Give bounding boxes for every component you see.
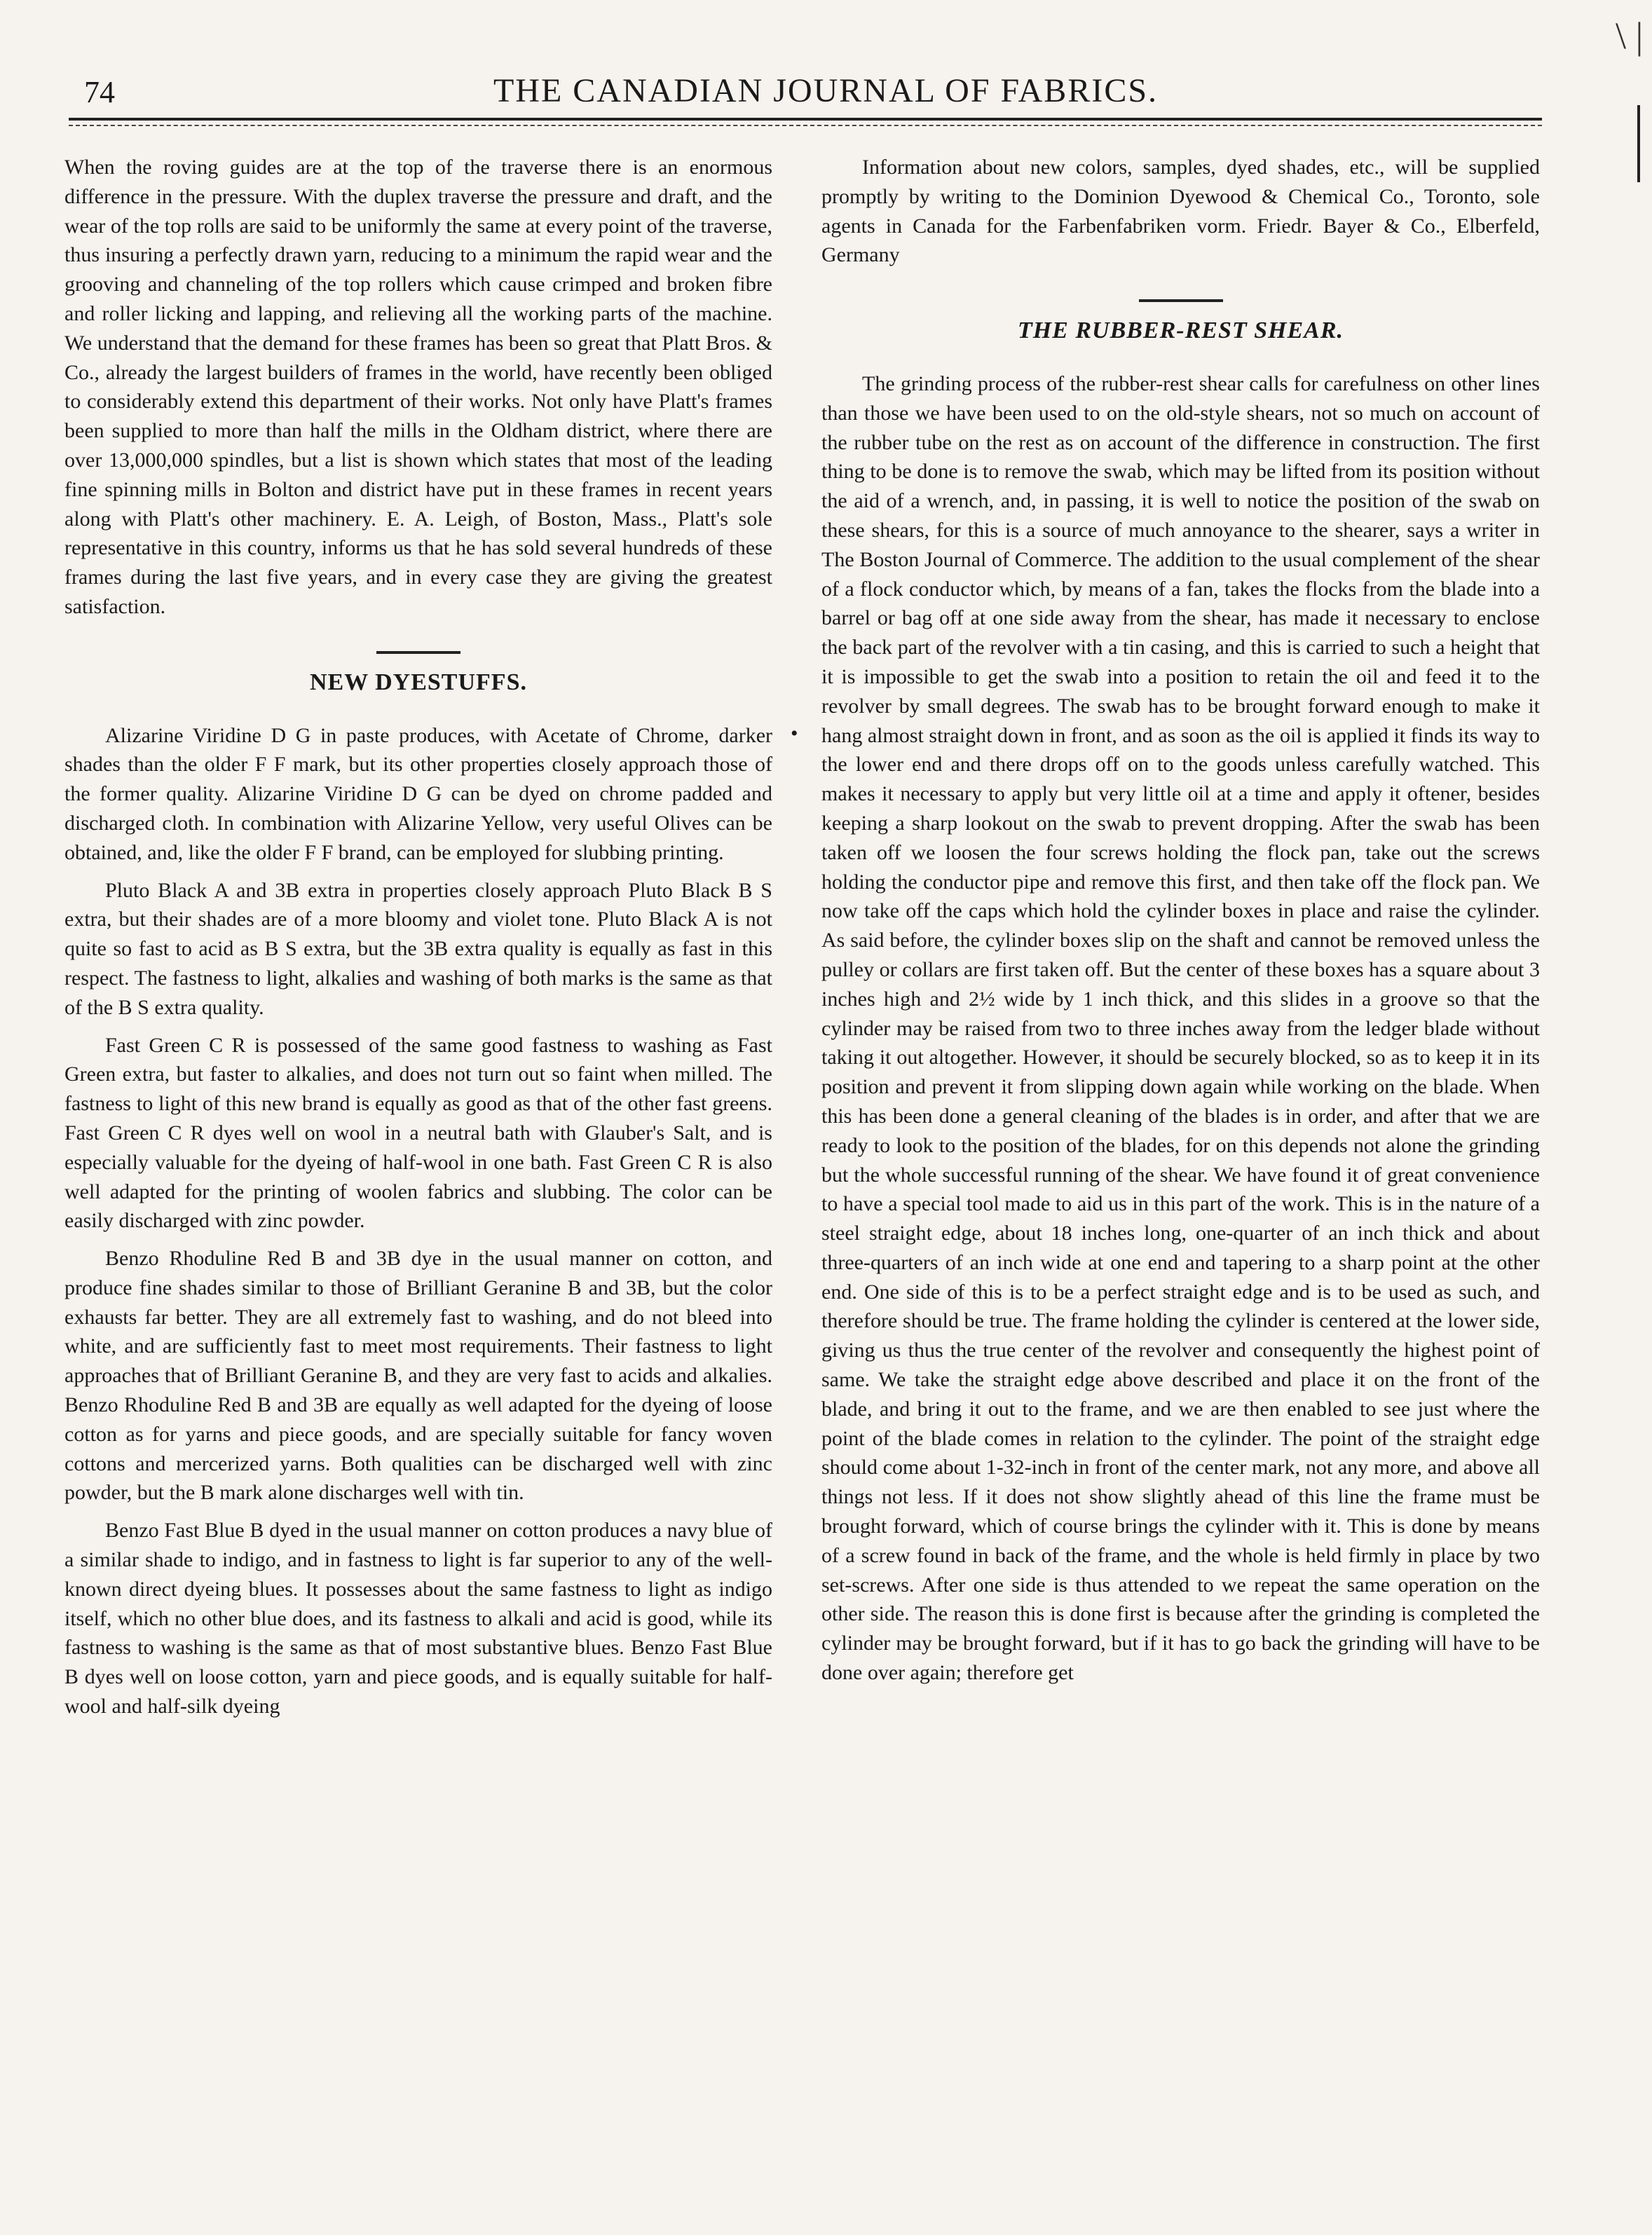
article-paragraph: Alizarine Viridine D G in paste produces, with Acetate of Chrome, darker shades than the older F F mark, but its other properties closely approach those of the former quality. Alizarine Viridine D G can be dyed on chrome padded and discharged cloth. In combination with Alizarine Yellow, very useful Olives can be obtained, and, like the older F F brand, can be employed for slubbing printing. bbox=[64, 723, 772, 864]
page-number: 74 bbox=[84, 75, 115, 109]
section-title: NEW DYESTUFFS. bbox=[310, 669, 527, 695]
article-paragraph: Fast Green C R is possessed of the same good fastness to washing as Fast Green extra, but faster to alkalies, and does not turn out so faint when milled. The fastness to light of this new brand is equally as good as that of the other fast greens. Fast Green C R dyes well on wool in a neutral bath with Glauber's Salt, and is especially valuable for the dyeing of half-wool in one bath. Fast Green C R is also well adapted for the printing of woolen fabrics and slubbing. The color can be easily discharged with zinc powder. bbox=[64, 1033, 772, 1233]
intro-paragraph: Information about new colors, samples, dyed shades, etc., will be supplied promptly by writing to the Dominion Dyewood & Chemical Co., Toronto, sole agents in Canada for the Farbenfabriken vorm. Friedr. Bayer & Co., Elberfeld, Germany bbox=[821, 156, 1540, 267]
page-edge-line bbox=[1637, 105, 1640, 182]
right-column bbox=[821, 153, 1540, 1696]
heading-rule bbox=[1139, 299, 1223, 302]
article-paragraph: The grinding process of the rubber-rest shear calls for carefulness on other lines than those we have been used to on the old-style shears, not so much on account of the rubber tube on the rest as on account of the difference in construction. The first thing to be done is to remove the swab, which may be lifted from its position without the aid of a wrench, and, in passing, it is well to notice the position of the swab on these shears, for this is a source of much annoyance to the shearer, says a writer in The Boston Journal of Commerce. The addition to the usual complement of the shear of a flock conductor which, by means of a fan, takes the flocks from the blade into a barrel or bag off at one side away from the shear, has made it necessary to enclose the back part of the revolver with a tin casing, and this is carried to such a height that it is impossible to get the swab into a position to retain the oil and feed it to the revolver by small degrees. The swab has to be brought forward enough to make it hang almost straight down in front, and as soon as the oil is applied it finds its way to the lower end and there drops off on to the goods unless carefully watched. This makes it necessary to apply but very little oil at a time and apply it oftener, besides keeping a sharp lookout on the swab to prevent dropping. After the swab has been taken off we loosen the four screws holding the flock pan, take out the screws holding the conductor pipe and remove this first, and then take off the flock pan. We now take off the caps which hold the cylinder boxes in place and raise the cylinder. As said before, the cylinder boxes slip on the shaft and cannot be removed unless the pulley or collars are first taken off. But the center of these boxes has a square about 3 inches high and 2½ wide by 1 inch thick, and this slides in a groove so that the cylinder may be raised from two to three inches away from the ledger blade without taking it out altogether. However, it should be securely blocked, so as to keep it in its position and prevent it from slipping down again while working on the blade. When this has been done a general cleaning of the blades is in order, and after that we are ready to look to the position of the blades, for on this depends not alone the grinding but the whole successful running of the shear. We have found it of great convenience to have a special tool made to aid us in this part of the work. This is in the nature of a steel straight edge, about 18 inches long, one-quarter of an inch thick and about three-quarters of an inch wide at one end and tapering to a sharp point at the other end. One side of this is to be a perfect straight edge and is to be used as such, and therefore should be true. The frame holding the cylinder is centered at the lower side, giving us thus the true center of the revolver and consequently the highest point of same. We take the straight edge above described and place it on the front of the blade, and bring it out to the frame, and we are then enabled to see just where the point of the blade comes in relation to the cylinder. The point of the straight edge should come about 1-32-inch in front of the center mark, not any more, and above all things not less. If it does not show slightly ahead of this line the frame must be brought forward, which of course brings the cylinder with it. This is done by means of a screw found in back of the frame, and the whole is held firmly in place by two set-screws. After one side is thus attended to we repeat the same operation on the other side. The reason this is done first is because after the grinding is completed the cylinder may be brought forward, but if it has to go back the grinding will have to be done over again; therefore get bbox=[821, 371, 1540, 1685]
section-title: THE RUBBER-REST SHEAR. bbox=[1017, 317, 1344, 344]
page-header bbox=[69, 67, 1583, 123]
margin-mark: \ | bbox=[1616, 15, 1644, 57]
header-rule bbox=[69, 118, 1542, 121]
article-paragraph: Benzo Rhoduline Red B and 3B dye in the usual manner on cotton, and produce fine shades similar to those of Brilliant Geranine B and 3B, but the color exhausts far better. They are all extremely fast to washing, and do not bleed into white, and are sufficiently fast to meet most requirements. Their fastness to light approaches that of Brilliant Geranine B, and they are very fast to acids and alkalies. Benzo Rhoduline Red B and 3B are equally as well adapted for the dyeing of loose cotton as for yarns and piece goods, and are specially suitable for fancy woven cottons and mercerized yarns. Both qualities can be discharged well with zinc powder, but the B mark alone discharges well with tin. bbox=[64, 1247, 772, 1505]
section-heading-new-dyestuffs bbox=[64, 651, 772, 697]
section-heading-rubber-rest-shear bbox=[821, 299, 1540, 346]
journal-title: THE CANADIAN JOURNAL OF FABRICS. bbox=[493, 72, 1159, 109]
left-column bbox=[64, 153, 772, 1730]
intro-paragraph: When the roving guides are at the top of the traverse there is an enormous difference in the pressure. With the duplex traverse the pressure and draft, and the wear of the top rolls are said to be uniformly the same at every point of the traverse, thus insuring a perfectly drawn yarn, reducing to a minimum the rapid wear and the grooving and channeling of the top rollers which cause crimped and broken fibre and roller licking and lapping, and relieving all the working parts of the machine. We understand that the demand for these frames has been so great that Platt Bros. & Co., already the largest builders of frames in the world, have recently been obliged to considerably extend this department of their works. Not only have Platt's frames been supplied to more than half the mills in the Oldham district, where there are over 13,000,000 spindles, but a list is shown which states that most of the leading fine spinning mills in Bolton and district have put in these frames in recent years along with Platt's other machinery. E. A. Leigh, of Boston, Mass., Platt's sole representative in this country, informs us that he has sold several hundreds of these frames during the last five years, and in every case they are giving the greatest satisfaction. bbox=[64, 156, 772, 618]
article-paragraph: Benzo Fast Blue B dyed in the usual manner on cotton produces a navy blue of a similar shade to indigo, and in fastness to light is far superior to any of the well-known direct dyeing blues. It possesses about the same fastness to light as indigo itself, which no other blue does, and its fastness to alkali and acid is good, while its fastness to washing is the same as that of most substantive blues. Benzo Fast Blue B dyes well on loose cotton, yarn and piece goods, and is equally suitable for half-wool and half-silk dyeing bbox=[64, 1519, 772, 1718]
column-bullet: • bbox=[791, 722, 798, 745]
header-rule-dashed bbox=[69, 125, 1542, 126]
heading-rule bbox=[376, 651, 460, 654]
article-paragraph: Pluto Black A and 3B extra in properties closely approach Pluto Black B S extra, but their shades are of a more bloomy and violet tone. Pluto Black A is not quite so fast to acid as B S extra, but the 3B extra quality is equally as fast in this respect. The fastness to light, alkalies and washing of both marks is the same as that of the B S extra quality. bbox=[64, 878, 772, 1019]
